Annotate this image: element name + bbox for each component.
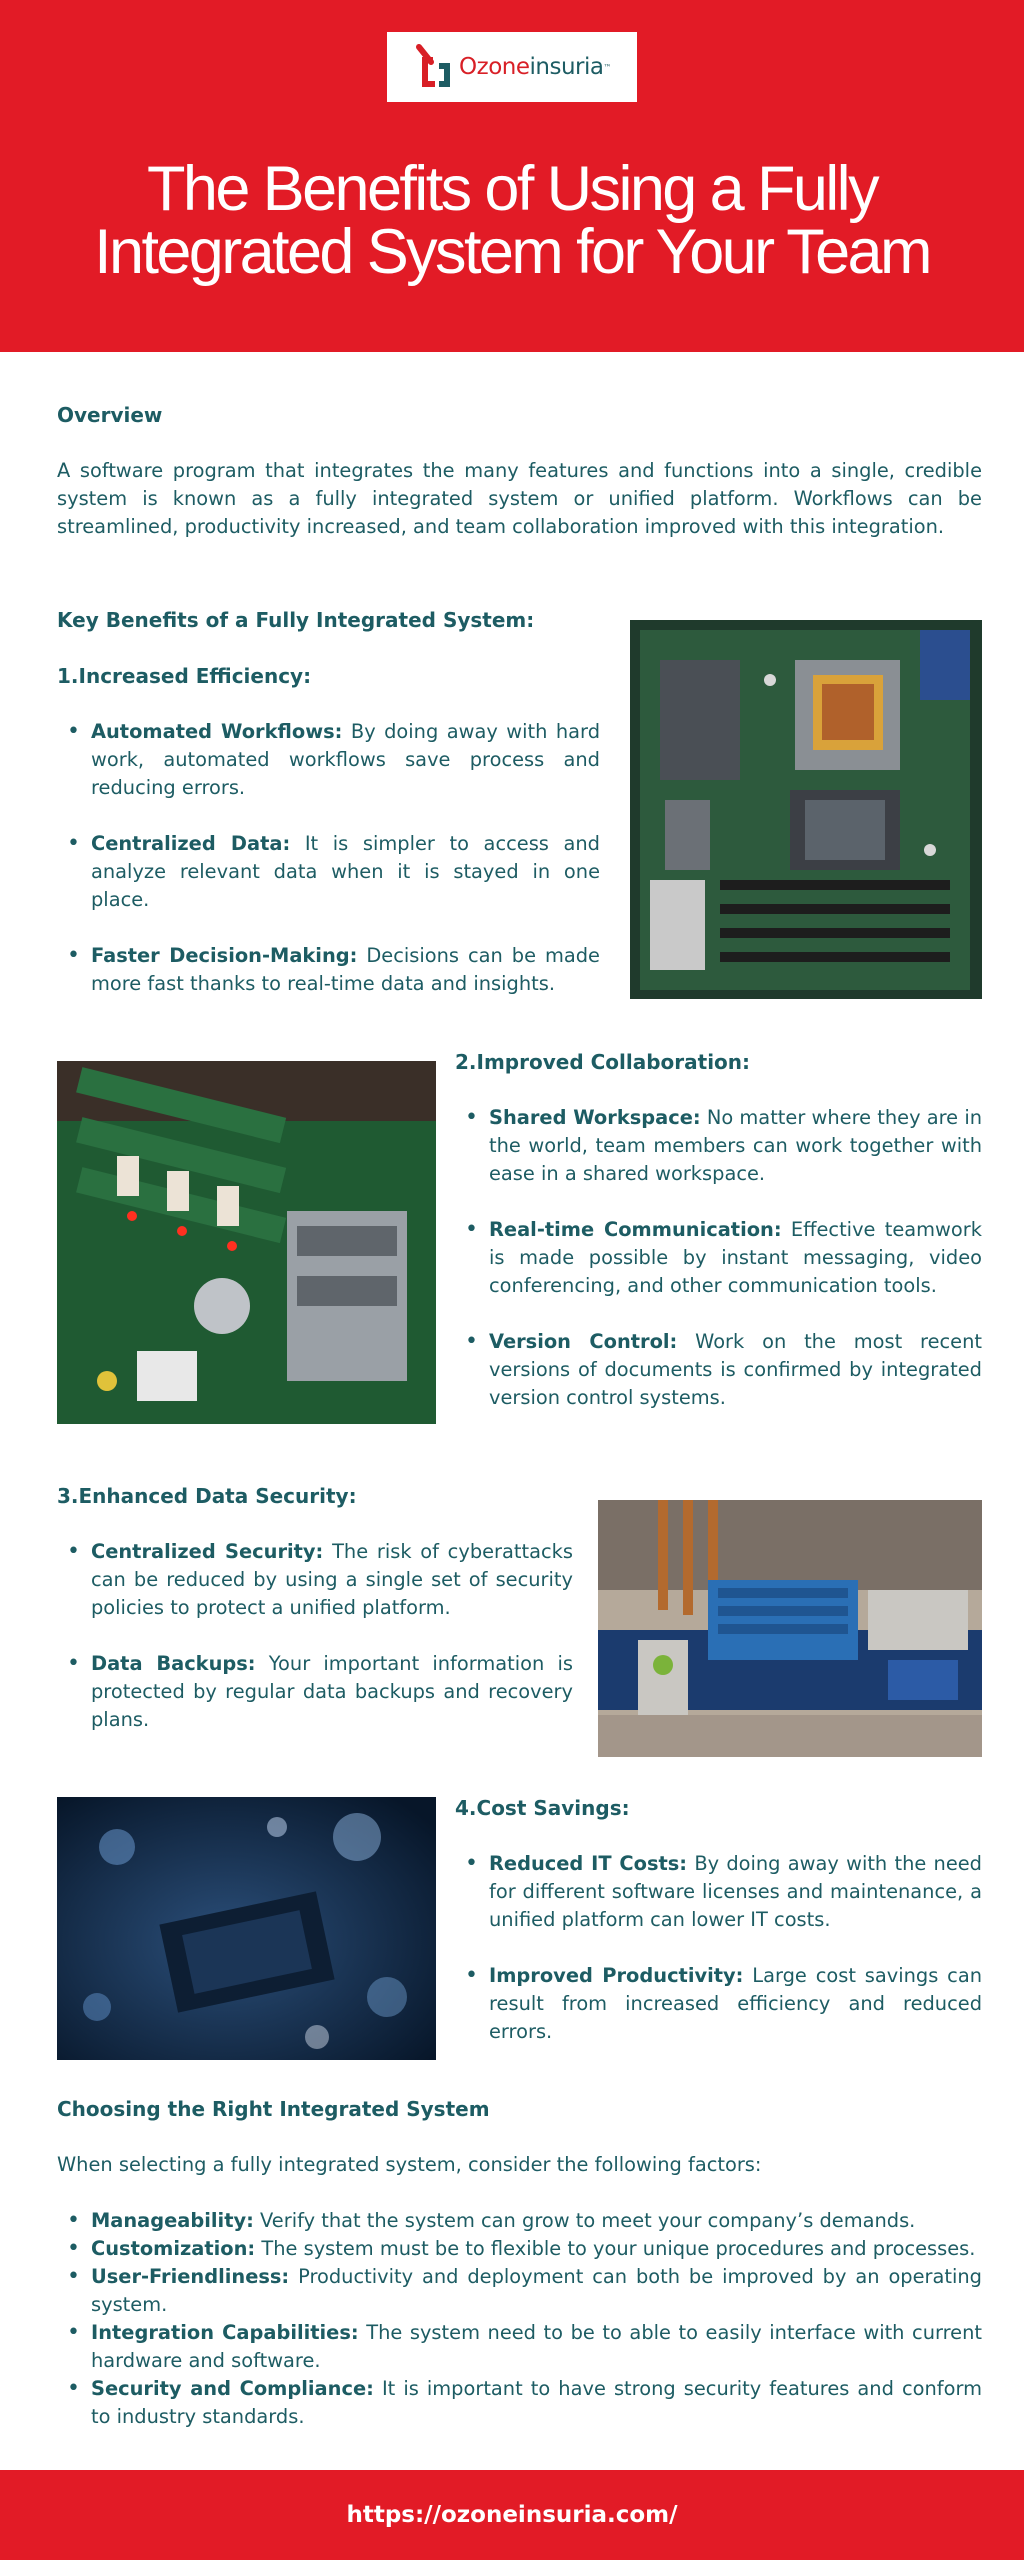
list-item: • Centralized Data: It is simpler to access and analyze relevant data when it is stayed in one place. xyxy=(57,830,600,914)
logo-mark-icon xyxy=(413,44,453,90)
list-item: • Reduced IT Costs: By doing away with the need for different software licenses and maintenance, a unified platform can lower IT costs. xyxy=(455,1850,982,1934)
page-title: The Benefits of Using a Fully Integrated System for Your Team xyxy=(94,154,930,287)
section-list xyxy=(455,1104,982,1440)
ports-heatsink-photo xyxy=(598,1500,982,1757)
overview-text: A software program that integrates the many features and functions into a single, credible system is known as a fully integrated system or unified platform. Workflows can be streamlined, productivity increased, and team collaboration improved with this integration. xyxy=(57,459,982,538)
section-heading: 3.Enhanced Data Security: xyxy=(57,1484,357,1508)
blue-circuit-photo xyxy=(57,1797,436,2060)
overview-heading: Overview xyxy=(57,403,163,427)
choosing-list xyxy=(57,2207,982,2431)
circuit-board-photo xyxy=(57,1061,436,1424)
list-item: • Real-time Communication: Effective teamwork is made possible by instant messaging, video conferencing, and other communication tools. xyxy=(455,1216,982,1300)
list-item: • Improved Productivity: Large cost savings can result from increased efficiency and reduced errors. xyxy=(455,1962,982,2046)
list-item: • Faster Decision-Making: Decisions can be made more fast thanks to real-time data and insights. xyxy=(57,942,600,998)
section-heading: 4.Cost Savings: xyxy=(455,1796,630,1820)
logo[interactable] xyxy=(387,32,637,102)
list-item: • Shared Workspace: No matter where they are in the world, team members can work together with ease in a shared workspace. xyxy=(455,1104,982,1188)
logo-text: Ozoneinsuria™ xyxy=(459,54,611,80)
list-item: • Centralized Security: The risk of cyberattacks can be reduced by using a single set of security policies to protect a unified platform. xyxy=(57,1538,573,1622)
section-list xyxy=(455,1850,982,2074)
footer-url-link[interactable]: https://ozoneinsuria.com/ xyxy=(346,2502,678,2528)
choosing-intro: When selecting a fully integrated system, consider the following factors: xyxy=(57,2153,762,2176)
list-item: • Data Backups: Your important information is protected by regular data backups and recovery plans. xyxy=(57,1650,573,1734)
section-list xyxy=(57,718,600,1026)
motherboard-photo xyxy=(630,620,982,999)
list-item: • User-Friendliness: Productivity and deployment can both be improved by an operating system. xyxy=(57,2263,982,2319)
list-item: • Manageability: Verify that the system can grow to meet your company’s demands. xyxy=(57,2207,982,2235)
section-heading: 1.Increased Efficiency: xyxy=(57,664,312,688)
header-banner xyxy=(0,0,1024,352)
key-benefits-heading: Key Benefits of a Fully Integrated System: xyxy=(57,608,535,632)
list-item: • Automated Workflows: By doing away with hard work, automated workflows save process and reducing errors. xyxy=(57,718,600,802)
list-item: • Customization: The system must be to flexible to your unique procedures and processes. xyxy=(57,2235,982,2263)
list-item: • Security and Compliance: It is important to have strong security features and conform to industry standards. xyxy=(57,2375,982,2431)
footer-banner xyxy=(0,2470,1024,2560)
list-item: • Integration Capabilities: The system need to be to able to easily interface with current hardware and software. xyxy=(57,2319,982,2375)
section-list xyxy=(57,1538,573,1762)
choosing-heading: Choosing the Right Integrated System xyxy=(57,2097,490,2121)
list-item: • Version Control: Work on the most recent versions of documents is confirmed by integrated version control systems. xyxy=(455,1328,982,1412)
section-heading: 2.Improved Collaboration: xyxy=(455,1050,751,1074)
